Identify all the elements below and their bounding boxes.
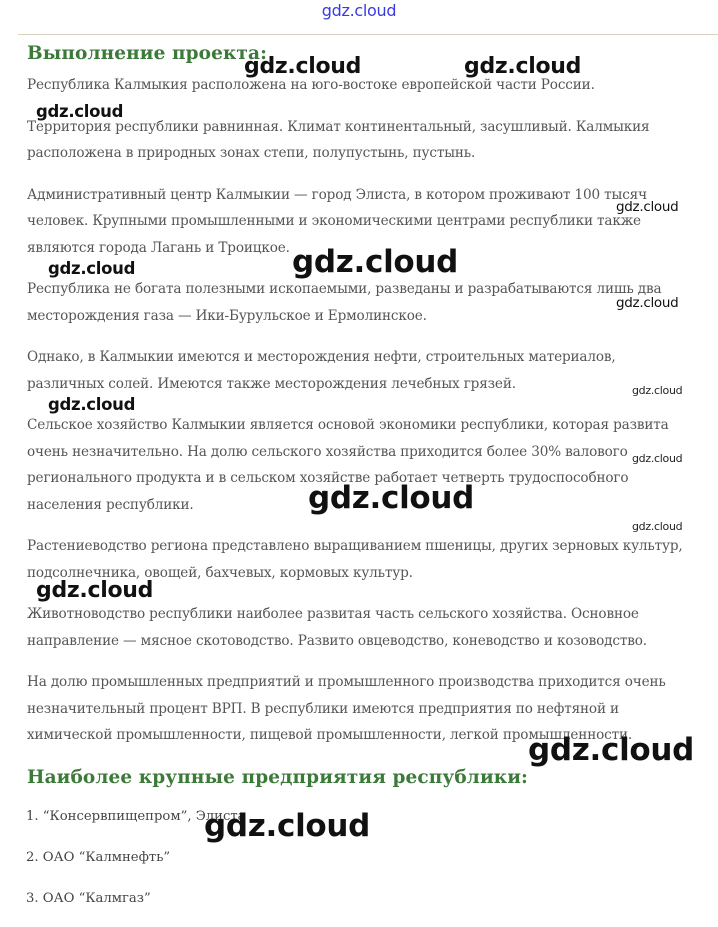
paragraph-oil: Однако, в Калмыкии имеются и месторождения нефти, строительных материалов, различных солей. Имеются также месторождения лечебных грязей. (27, 349, 616, 392)
heading-project: Выполнение проекта: (27, 43, 268, 64)
watermark: gdz.cloud (632, 384, 683, 397)
watermark: gdz.cloud (632, 520, 683, 533)
header-divider (18, 34, 718, 35)
watermark: gdz.cloud (528, 732, 695, 768)
watermark: gdz.cloud (36, 578, 154, 603)
watermark: gdz.cloud (616, 295, 679, 311)
paragraph-agriculture: Сельское хозяйство Калмыкии является основой экономики республики, которая развита очень незначительно. На долю сельского хозяйства приходится более 30% валового регионального продукта и в сельском хозяйстве работает четверть трудоспособного населения республики. (27, 417, 669, 513)
paragraph-location: Республика Калмыкия расположена на юго-востоке европейской части России. (27, 77, 595, 93)
paragraph-capital: Административный центр Калмыкии — город Элиста, в котором проживают 100 тысяч человек. Крупными промышленными и экономическими центрами республики также являются города Лагань и Троицкое. (27, 186, 647, 256)
watermark: gdz.cloud (292, 244, 459, 280)
watermark: gdz.cloud (632, 452, 683, 465)
list-item: 1. “Консервпищепром”, Элиста (26, 808, 246, 824)
watermark: gdz.cloud (204, 808, 371, 844)
paragraph-crops: Растениеводство региона представлено выращиванием пшеницы, других зерновых культур, подсолнечника, овощей, бахчевых, кормовых культур. (27, 538, 683, 581)
list-item: 3. ОАО “Калмгаз” (26, 891, 151, 907)
list-item: 2. ОАО “Калмнефть” (26, 849, 171, 865)
watermark: gdz.cloud (308, 480, 475, 516)
watermark: gdz.cloud (464, 54, 582, 79)
paragraph-livestock: Животноводство республики наиболее развитая часть сельского хозяйства. Основное направление — мясное скотоводство. Развито овцеводство, коневодство и козоводство. (27, 606, 647, 649)
heading-enterprises: Наиболее крупные предприятия республики: (27, 766, 528, 788)
watermark: gdz.cloud (36, 102, 124, 121)
watermark: gdz.cloud (48, 395, 136, 414)
watermark: gdz.cloud (616, 199, 679, 215)
watermark: gdz.cloud (244, 54, 362, 79)
site-logo[interactable]: gdz.cloud (321, 1, 397, 20)
watermark: gdz.cloud (48, 259, 136, 278)
paragraph-territory: Территория республики равнинная. Климат континентальный, засушливый. Калмыкия расположена в природных зонах степи, полупустынь, пустынь. (27, 118, 650, 161)
paragraph-industry: На долю промышленных предприятий и промышленного производства приходится очень незначительный процент ВРП. В республики имеются предприятия по нефтяной и химической промышленности, пищевой промышленности, легкой промышленности. (27, 674, 666, 743)
paragraph-gas: Республика не богата полезными ископаемыми, разведаны и разрабатываются лишь два месторождения газа — Ики-Бурульское и Ермолинское. (27, 281, 662, 324)
